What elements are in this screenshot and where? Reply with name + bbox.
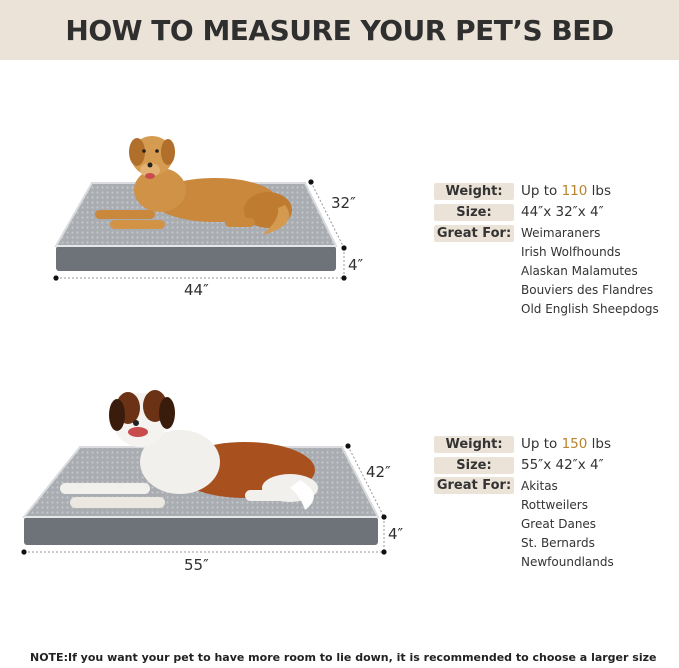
- weight-label: Weight:: [434, 436, 514, 453]
- weight-label: Weight:: [434, 183, 514, 200]
- bed-2-height-label: 4″: [388, 525, 404, 543]
- breed-item: Akitas: [521, 479, 558, 493]
- bed-2-width-label: 55″: [184, 556, 209, 574]
- footer-note: NOTE:If you want your pet to have more room to lie down, it is recommended to choose a larger size: [30, 651, 657, 664]
- weight-value: [521, 183, 611, 200]
- size-label: Size:: [434, 457, 514, 474]
- breed-item: Alaskan Malamutes: [521, 264, 638, 278]
- weight-suffix: lbs: [587, 183, 612, 199]
- breed-item: Irish Wolfhounds: [521, 245, 621, 259]
- size-value: 55″x 42″x 4″: [521, 457, 604, 473]
- bed-1-depth-label: 32″: [331, 194, 356, 212]
- weight-number: 110: [561, 183, 588, 199]
- weight-suffix: lbs: [587, 436, 612, 452]
- page-title: HOW TO MEASURE YOUR PET’S BED: [65, 13, 614, 47]
- breed-item: St. Bernards: [521, 536, 595, 550]
- bed-2-depth-label: 42″: [366, 463, 391, 481]
- breed-item: Rottweilers: [521, 498, 588, 512]
- weight-prefix: Up to: [521, 436, 562, 452]
- bed-1-height-label: 4″: [348, 256, 364, 274]
- breed-item: Newfoundlands: [521, 555, 614, 569]
- great-for-label: Great For:: [434, 477, 514, 494]
- size-value: 44″x 32″x 4″: [521, 204, 604, 220]
- bed-1-width-label: 44″: [184, 281, 209, 299]
- breed-item: Old English Sheepdogs: [521, 302, 659, 316]
- breed-item: Weimaraners: [521, 226, 601, 240]
- breed-item: Great Danes: [521, 517, 597, 531]
- great-for-label: Great For:: [434, 225, 514, 242]
- breed-item: Bouviers des Flandres: [521, 283, 654, 297]
- size-label: Size:: [434, 204, 514, 221]
- weight-number: 150: [561, 436, 588, 452]
- weight-prefix: Up to: [521, 183, 562, 199]
- weight-value: [521, 436, 611, 453]
